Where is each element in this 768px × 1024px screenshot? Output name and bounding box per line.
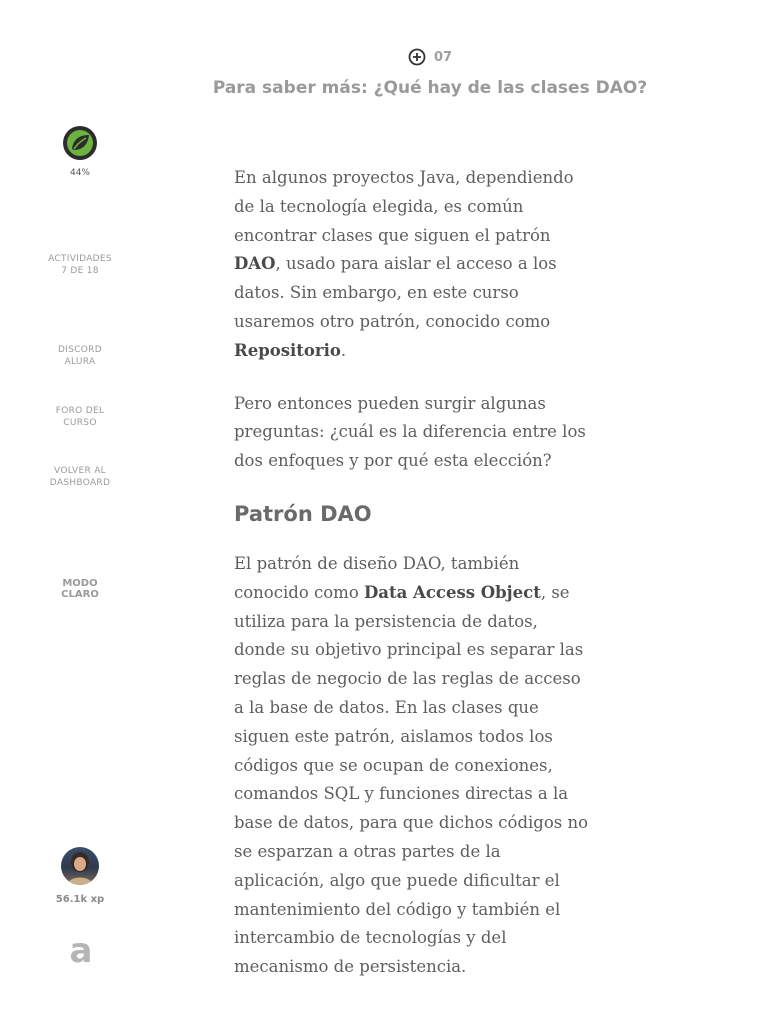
alura-logo[interactable] xyxy=(66,930,96,970)
course-forum-link[interactable] xyxy=(30,405,130,429)
mode-label-line2: CLARO xyxy=(61,589,99,600)
lesson-title: Para saber más: ¿Qué hay de las clases DAO? xyxy=(212,78,648,98)
term-dao: DAO xyxy=(234,254,276,274)
lesson-header xyxy=(160,48,700,98)
activities-link[interactable] xyxy=(30,253,130,277)
discord-link[interactable] xyxy=(30,344,130,368)
plus-circle-icon[interactable] xyxy=(408,48,426,66)
discord-label-line1: DISCORD xyxy=(58,345,102,355)
spring-leaf-icon xyxy=(65,128,95,158)
term-repositorio: Repositorio xyxy=(234,340,341,360)
article-body xyxy=(234,164,592,1006)
paragraph-1: En algunos proyectos Java, dependiendo de la tecnología elegida, es común encontrar clases que siguen el patrón DAO, usado para aislar el acceso a los datos. Sin embargo, en este curso usaremos otro patrón, conocido como Repositorio. xyxy=(234,168,574,360)
alura-a-icon xyxy=(66,930,96,970)
forum-label-line1: FORO DEL xyxy=(55,406,105,416)
back-to-dashboard-link[interactable] xyxy=(30,465,130,489)
forum-label-line2: CURSO xyxy=(63,418,97,428)
paragraph-3: El patrón de diseño DAO, también conocido como Data Access Object, se utiliza para la persistencia de datos, donde su objetivo principal es separar las reglas de negocio de las reglas de acceso a la base de datos. En las clases que siguen este patrón, aislamos todos los códigos que se ocupan de conexiones, comandos SQL y funciones directas a la base de datos, para que dichos códigos no se esparzan a otras partes de la aplicación, algo que puede dificultar el mantenimiento del código y también el intercambio de tecnologías y del mecanismo de persistencia. xyxy=(234,553,589,977)
user-photo xyxy=(61,847,99,885)
course-progress-percent: 44% xyxy=(69,168,90,178)
lesson-number: 07 xyxy=(433,49,453,65)
section-heading: Patrón DAO xyxy=(234,501,372,526)
light-mode-toggle[interactable] xyxy=(40,578,120,600)
lesson-number-row xyxy=(408,48,452,66)
user-avatar[interactable] xyxy=(61,847,99,885)
term-data-access-object: Data Access Object xyxy=(364,582,541,602)
discord-label-line2: ALURA xyxy=(64,357,96,367)
back-label-line1: VOLVER AL xyxy=(54,466,106,476)
activities-count: 7 DE 18 xyxy=(61,266,99,276)
paragraph-2: Pero entonces pueden surgir algunas preguntas: ¿cuál es la diferencia entre los dos enfoques y por qué esta elección? xyxy=(234,393,586,471)
back-label-line2: DASHBOARD xyxy=(49,478,111,488)
mode-label-line1: MODO xyxy=(62,578,98,589)
activities-label: ACTIVIDADES xyxy=(48,254,112,264)
user-xp: 56.1k xp xyxy=(55,894,105,905)
svg-text:a: a xyxy=(69,931,93,970)
sidebar xyxy=(0,0,160,1024)
course-logo[interactable] xyxy=(63,126,97,160)
